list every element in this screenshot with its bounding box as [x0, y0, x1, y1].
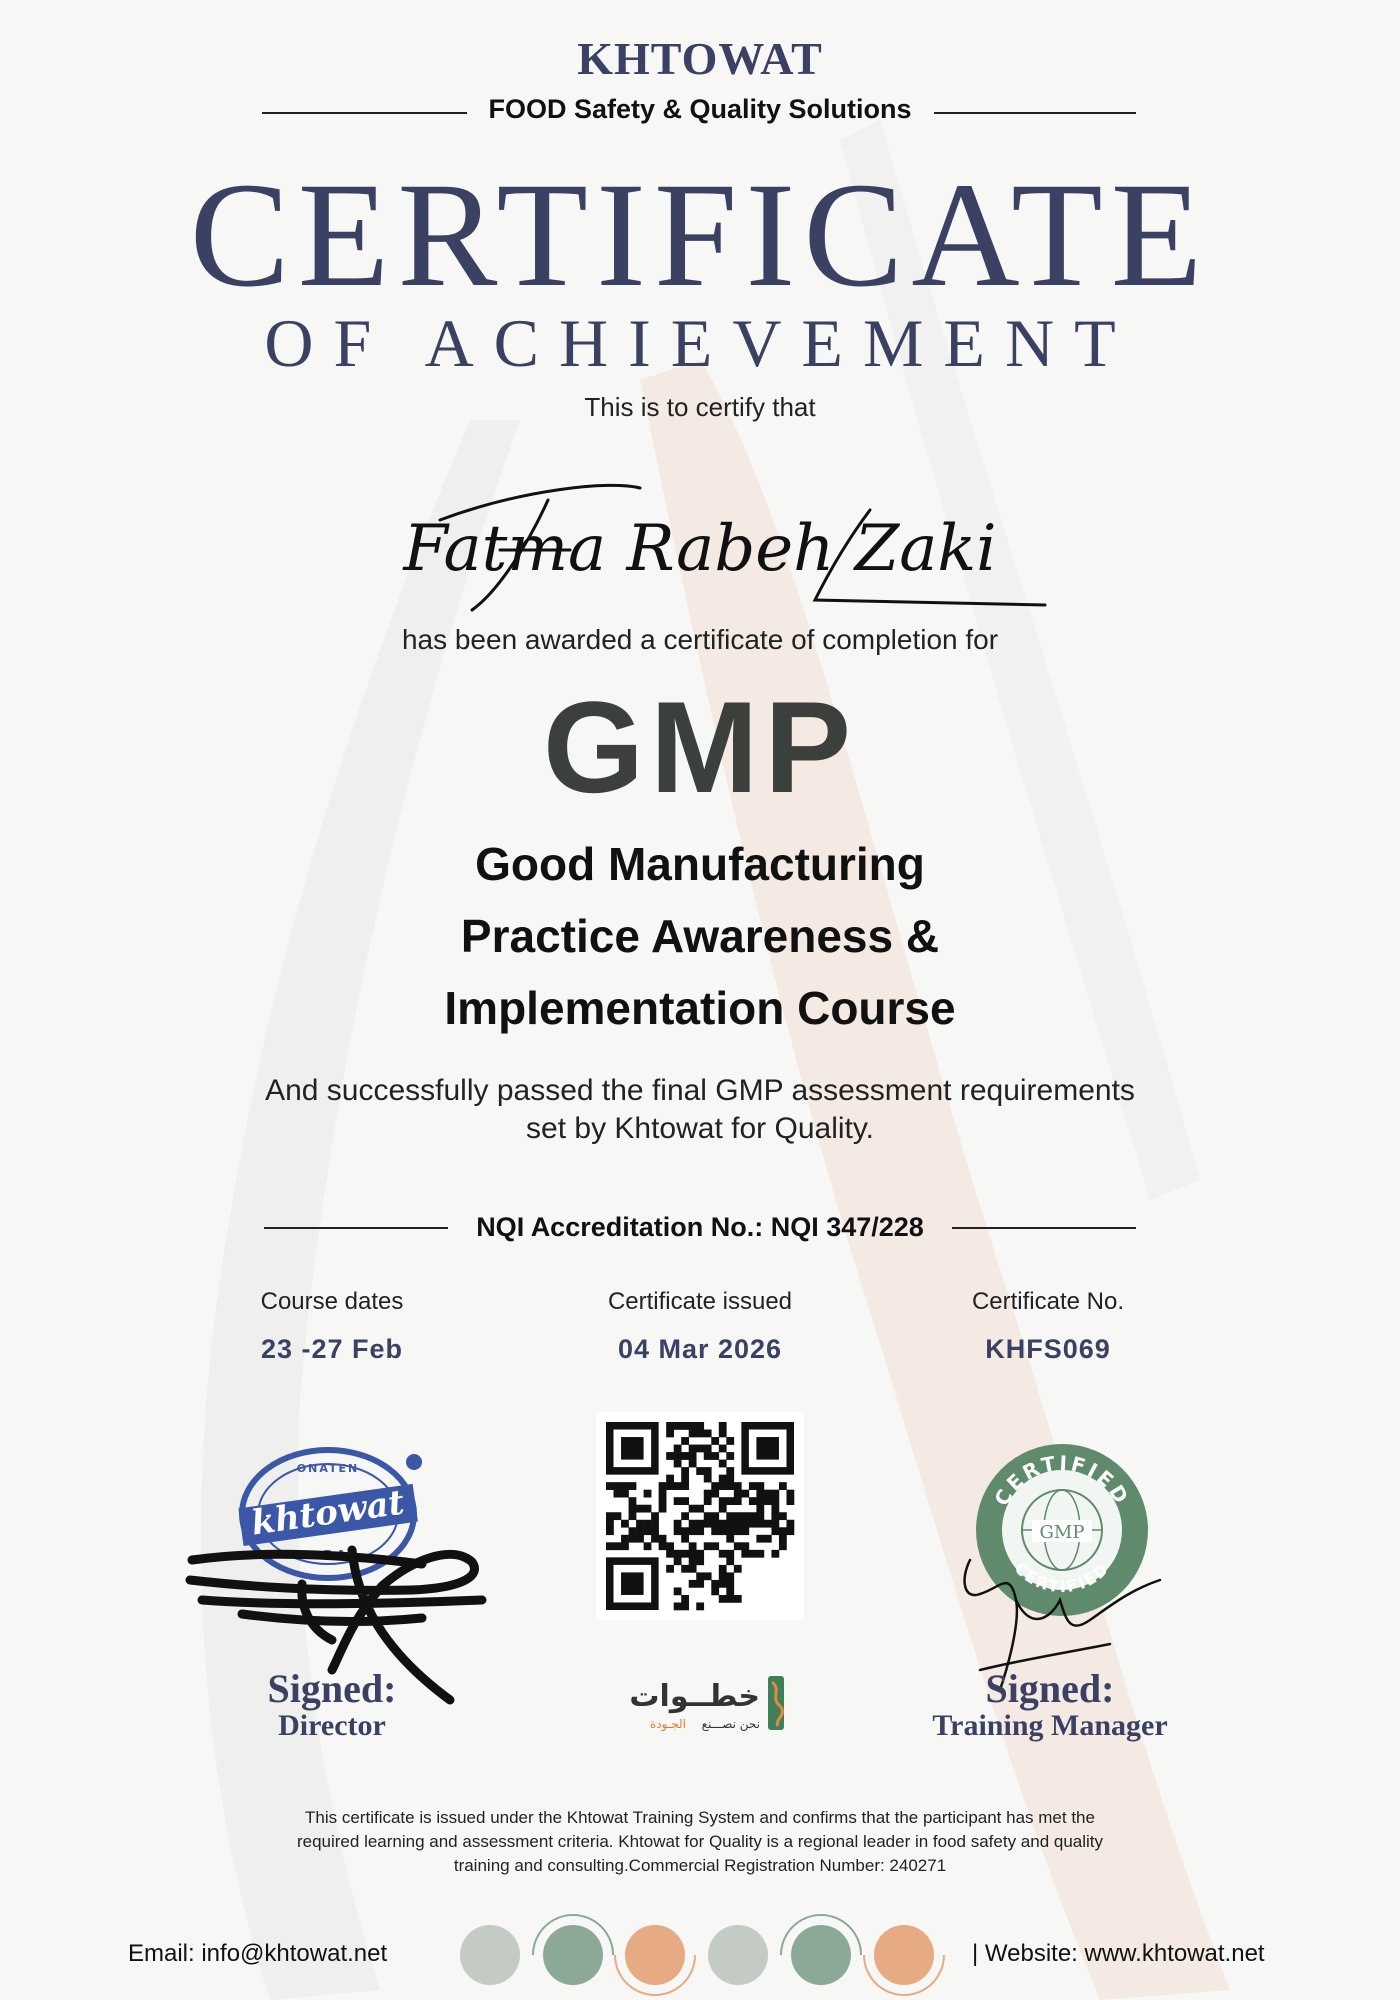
- tagline-row: [0, 92, 1400, 132]
- director-role: Director: [278, 1709, 386, 1742]
- certificate-number-label: Certificate No.: [971, 1288, 1125, 1315]
- footer-note-line: training and consulting.Commercial Registration Number: 240271: [453, 1856, 947, 1875]
- contact-website[interactable]: | Website: www.khtowat.net: [972, 1940, 1265, 1967]
- course-title-line: Practice Awareness &: [460, 910, 940, 962]
- brand-name: KHTOWAT: [577, 33, 823, 84]
- khtowat-arabic-logo: [600, 1668, 800, 1748]
- arabic-logo-slogan-b: الجـودة: [649, 1717, 686, 1731]
- manager-role: Training Manager: [932, 1709, 1168, 1742]
- awarded-text: has been awarded a certificate of completion for: [401, 624, 999, 655]
- passed-statement: [0, 1072, 1400, 1148]
- stamp-main-text: khtowat: [248, 1482, 407, 1544]
- course-dates-label: Course dates: [260, 1288, 404, 1315]
- certificate-title: CERTIFICATE: [189, 152, 1211, 318]
- badge-top-text: CERTIFIED: [989, 1450, 1135, 1510]
- footer-note-line: required learning and assessment criteria. Khtowat for Quality is a regional leader in food safety and quality: [296, 1832, 1104, 1851]
- stamp-bottom-text: RAI: [323, 1549, 357, 1564]
- certificate-subtitle: OF ACHIEVEMENT: [264, 305, 1136, 381]
- nqi-row: [0, 1212, 1400, 1252]
- course-dates-value: 23 -27 Feb: [260, 1334, 404, 1364]
- manager-signature-block: [900, 1668, 1200, 1742]
- stamp-top-text: ONATEN: [296, 1462, 360, 1475]
- course-title-line: Implementation Course: [444, 982, 956, 1034]
- qr-code[interactable]: [596, 1412, 804, 1620]
- nqi-rule-right: [952, 1227, 1136, 1229]
- certificate-number-value: KHFS069: [985, 1334, 1111, 1364]
- decorative-circles: [455, 1910, 955, 2000]
- certificate-issued-label: Certificate issued: [607, 1288, 793, 1315]
- footer-note: [200, 1806, 1200, 1878]
- nqi-accreditation: NQI Accreditation No.: NQI 347/228: [476, 1212, 924, 1242]
- certificate-issued-block: [550, 1288, 850, 1365]
- badge-bottom-text: CERTIFIED: [1010, 1558, 1114, 1597]
- tagline-rule-right: [934, 112, 1136, 114]
- badge-center-text: GMP: [1039, 1522, 1085, 1543]
- course-title-line: Good Manufacturing: [475, 838, 925, 890]
- arabic-logo-name: خطــوات: [629, 1679, 760, 1714]
- director-signature-block: [232, 1668, 432, 1742]
- recipient-name-signature: [0, 470, 1400, 630]
- recipient-name: Fatma Rabeh Zaki: [403, 512, 997, 586]
- certificate-number-block: [898, 1288, 1198, 1365]
- arabic-logo-slogan-a: نحن نصـــنع: [701, 1717, 760, 1731]
- footer-note-line: This certificate is issued under the Khtowat Training System and confirms that the participant has met the: [305, 1808, 1095, 1827]
- course-title: [0, 828, 1400, 1044]
- course-dates-block: [182, 1288, 482, 1365]
- certify-text: This is to certify that: [584, 392, 816, 422]
- contact-email[interactable]: Email: info@khtowat.net: [128, 1940, 388, 1967]
- program-code: GMP: [542, 674, 858, 820]
- signed-label: Signed:: [985, 1666, 1115, 1711]
- signed-label: Signed:: [267, 1666, 397, 1711]
- passed-line: And successfully passed the final GMP assessment requirements: [265, 1074, 1135, 1107]
- certificate-issued-value: 04 Mar 2026: [617, 1334, 783, 1364]
- passed-line: set by Khtowat for Quality.: [526, 1112, 874, 1145]
- tagline: FOOD Safety & Quality Solutions: [488, 94, 912, 124]
